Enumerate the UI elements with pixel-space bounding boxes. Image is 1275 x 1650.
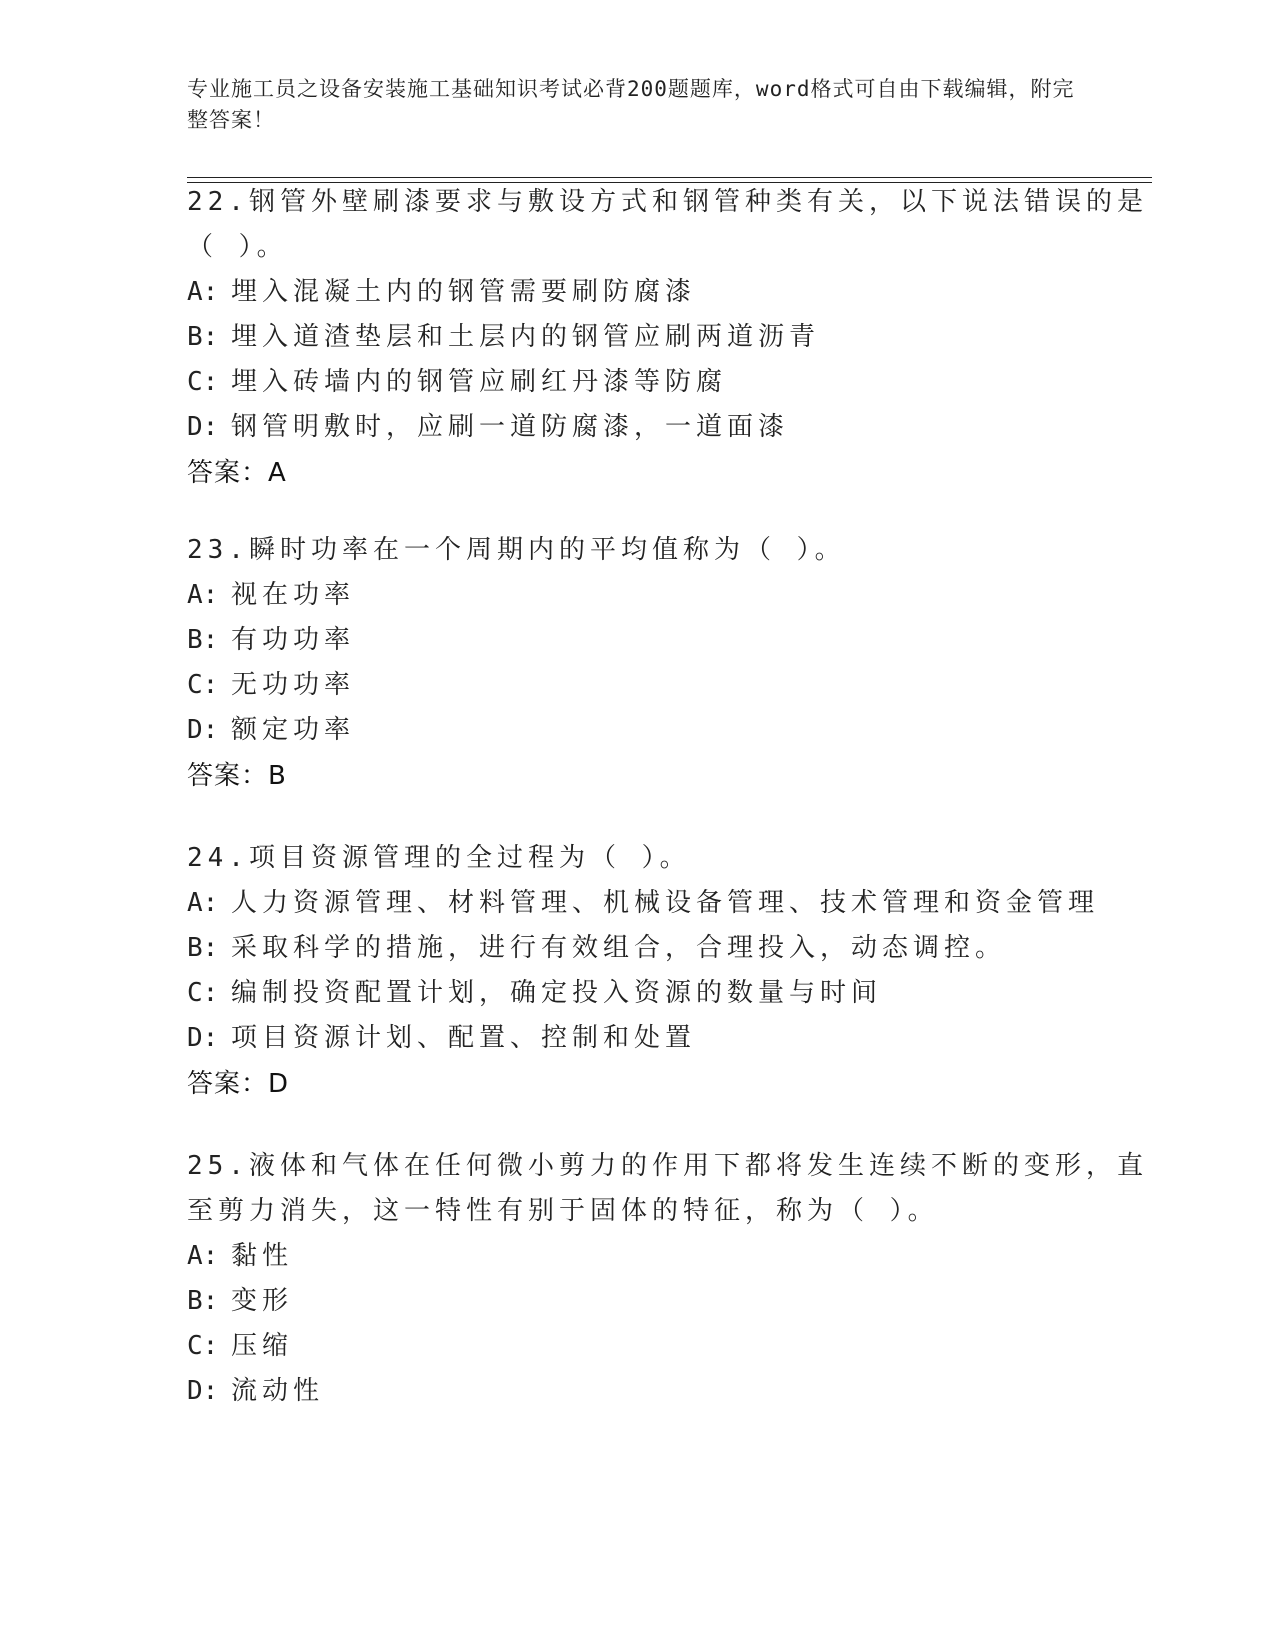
option-text: 埋入砖墙内的钢管应刷红丹漆等防腐	[231, 367, 728, 397]
option-text: 项目资源计划、配置、控制和处置	[231, 1023, 697, 1053]
question-25	[187, 1144, 1148, 1414]
option-text: 埋入混凝土内的钢管需要刷防腐漆	[231, 277, 697, 307]
answer: 答案：B	[187, 761, 287, 791]
option-b	[187, 1279, 1087, 1324]
option-text: 编制投资配置计划，确定投入资源的数量与时间	[231, 978, 883, 1008]
option-a	[187, 1234, 1087, 1279]
option-text: 人力资源管理、材料管理、机械设备管理、技术管理和资金管理	[231, 888, 1100, 918]
option-text: 采取科学的措施，进行有效组合，合理投入，动态调控。	[231, 933, 1007, 963]
option-key: B:	[187, 625, 219, 655]
answer: 答案：A	[187, 458, 287, 488]
option-b	[187, 315, 1087, 360]
option-key: A:	[187, 580, 219, 610]
question-23	[187, 528, 1087, 799]
option-text: 流动性	[231, 1376, 325, 1406]
option-c	[187, 971, 1087, 1016]
option-key: C:	[187, 978, 219, 1008]
option-text: 埋入道渣垫层和土层内的钢管应刷两道沥青	[231, 322, 821, 352]
question-stem: 24.项目资源管理的全过程为（ ）。	[187, 843, 691, 873]
option-d	[187, 1369, 1087, 1414]
question-stem: 25.液体和气体在任何微小剪力的作用下都将发生连续不断的变形，直	[187, 1151, 1148, 1181]
option-key: D:	[187, 1023, 219, 1053]
option-b	[187, 618, 1087, 663]
option-d	[187, 405, 1087, 450]
option-key: A:	[187, 277, 219, 307]
option-key: B:	[187, 322, 219, 352]
option-text: 压缩	[231, 1331, 294, 1361]
option-key: B:	[187, 933, 219, 963]
option-c	[187, 1324, 1087, 1369]
option-c	[187, 360, 1087, 405]
option-a	[187, 573, 1087, 618]
option-key: C:	[187, 670, 219, 700]
option-b	[187, 926, 1087, 971]
option-key: C:	[187, 367, 219, 397]
option-text: 无功功率	[231, 670, 356, 700]
option-text: 有功功率	[231, 625, 356, 655]
option-d	[187, 1016, 1087, 1061]
option-text: 视在功率	[231, 580, 356, 610]
question-stem-continued: （ ）。	[187, 232, 288, 262]
option-text: 变形	[231, 1286, 294, 1316]
option-key: C:	[187, 1331, 219, 1361]
option-key: A:	[187, 888, 219, 918]
option-key: D:	[187, 715, 219, 745]
option-key: B:	[187, 1286, 219, 1316]
answer: 答案：D	[187, 1069, 290, 1099]
option-text: 额定功率	[231, 715, 356, 745]
option-key: A:	[187, 1241, 219, 1271]
option-c	[187, 663, 1087, 708]
question-stem-continued: 至剪力消失，这一特性有别于固体的特征，称为（ ）。	[187, 1196, 939, 1226]
option-d	[187, 708, 1087, 753]
option-key: D:	[187, 412, 219, 442]
document-header: 专业施工员之设备安装施工基础知识考试必背200题题库，word格式可自由下载编辑，附完整答案！	[187, 77, 1075, 132]
option-a	[187, 881, 1100, 926]
header-rule-top	[187, 177, 1152, 178]
question-stem: 22.钢管外壁刷漆要求与敷设方式和钢管种类有关，以下说法错误的是	[187, 187, 1148, 217]
question-22	[187, 180, 1148, 496]
option-text: 钢管明敷时，应刷一道防腐漆，一道面漆	[231, 412, 790, 442]
question-24	[187, 836, 1100, 1107]
option-key: D:	[187, 1376, 219, 1406]
question-stem: 23.瞬时功率在一个周期内的平均值称为（ ）。	[187, 535, 846, 565]
option-a	[187, 270, 1087, 315]
option-text: 黏性	[231, 1241, 294, 1271]
